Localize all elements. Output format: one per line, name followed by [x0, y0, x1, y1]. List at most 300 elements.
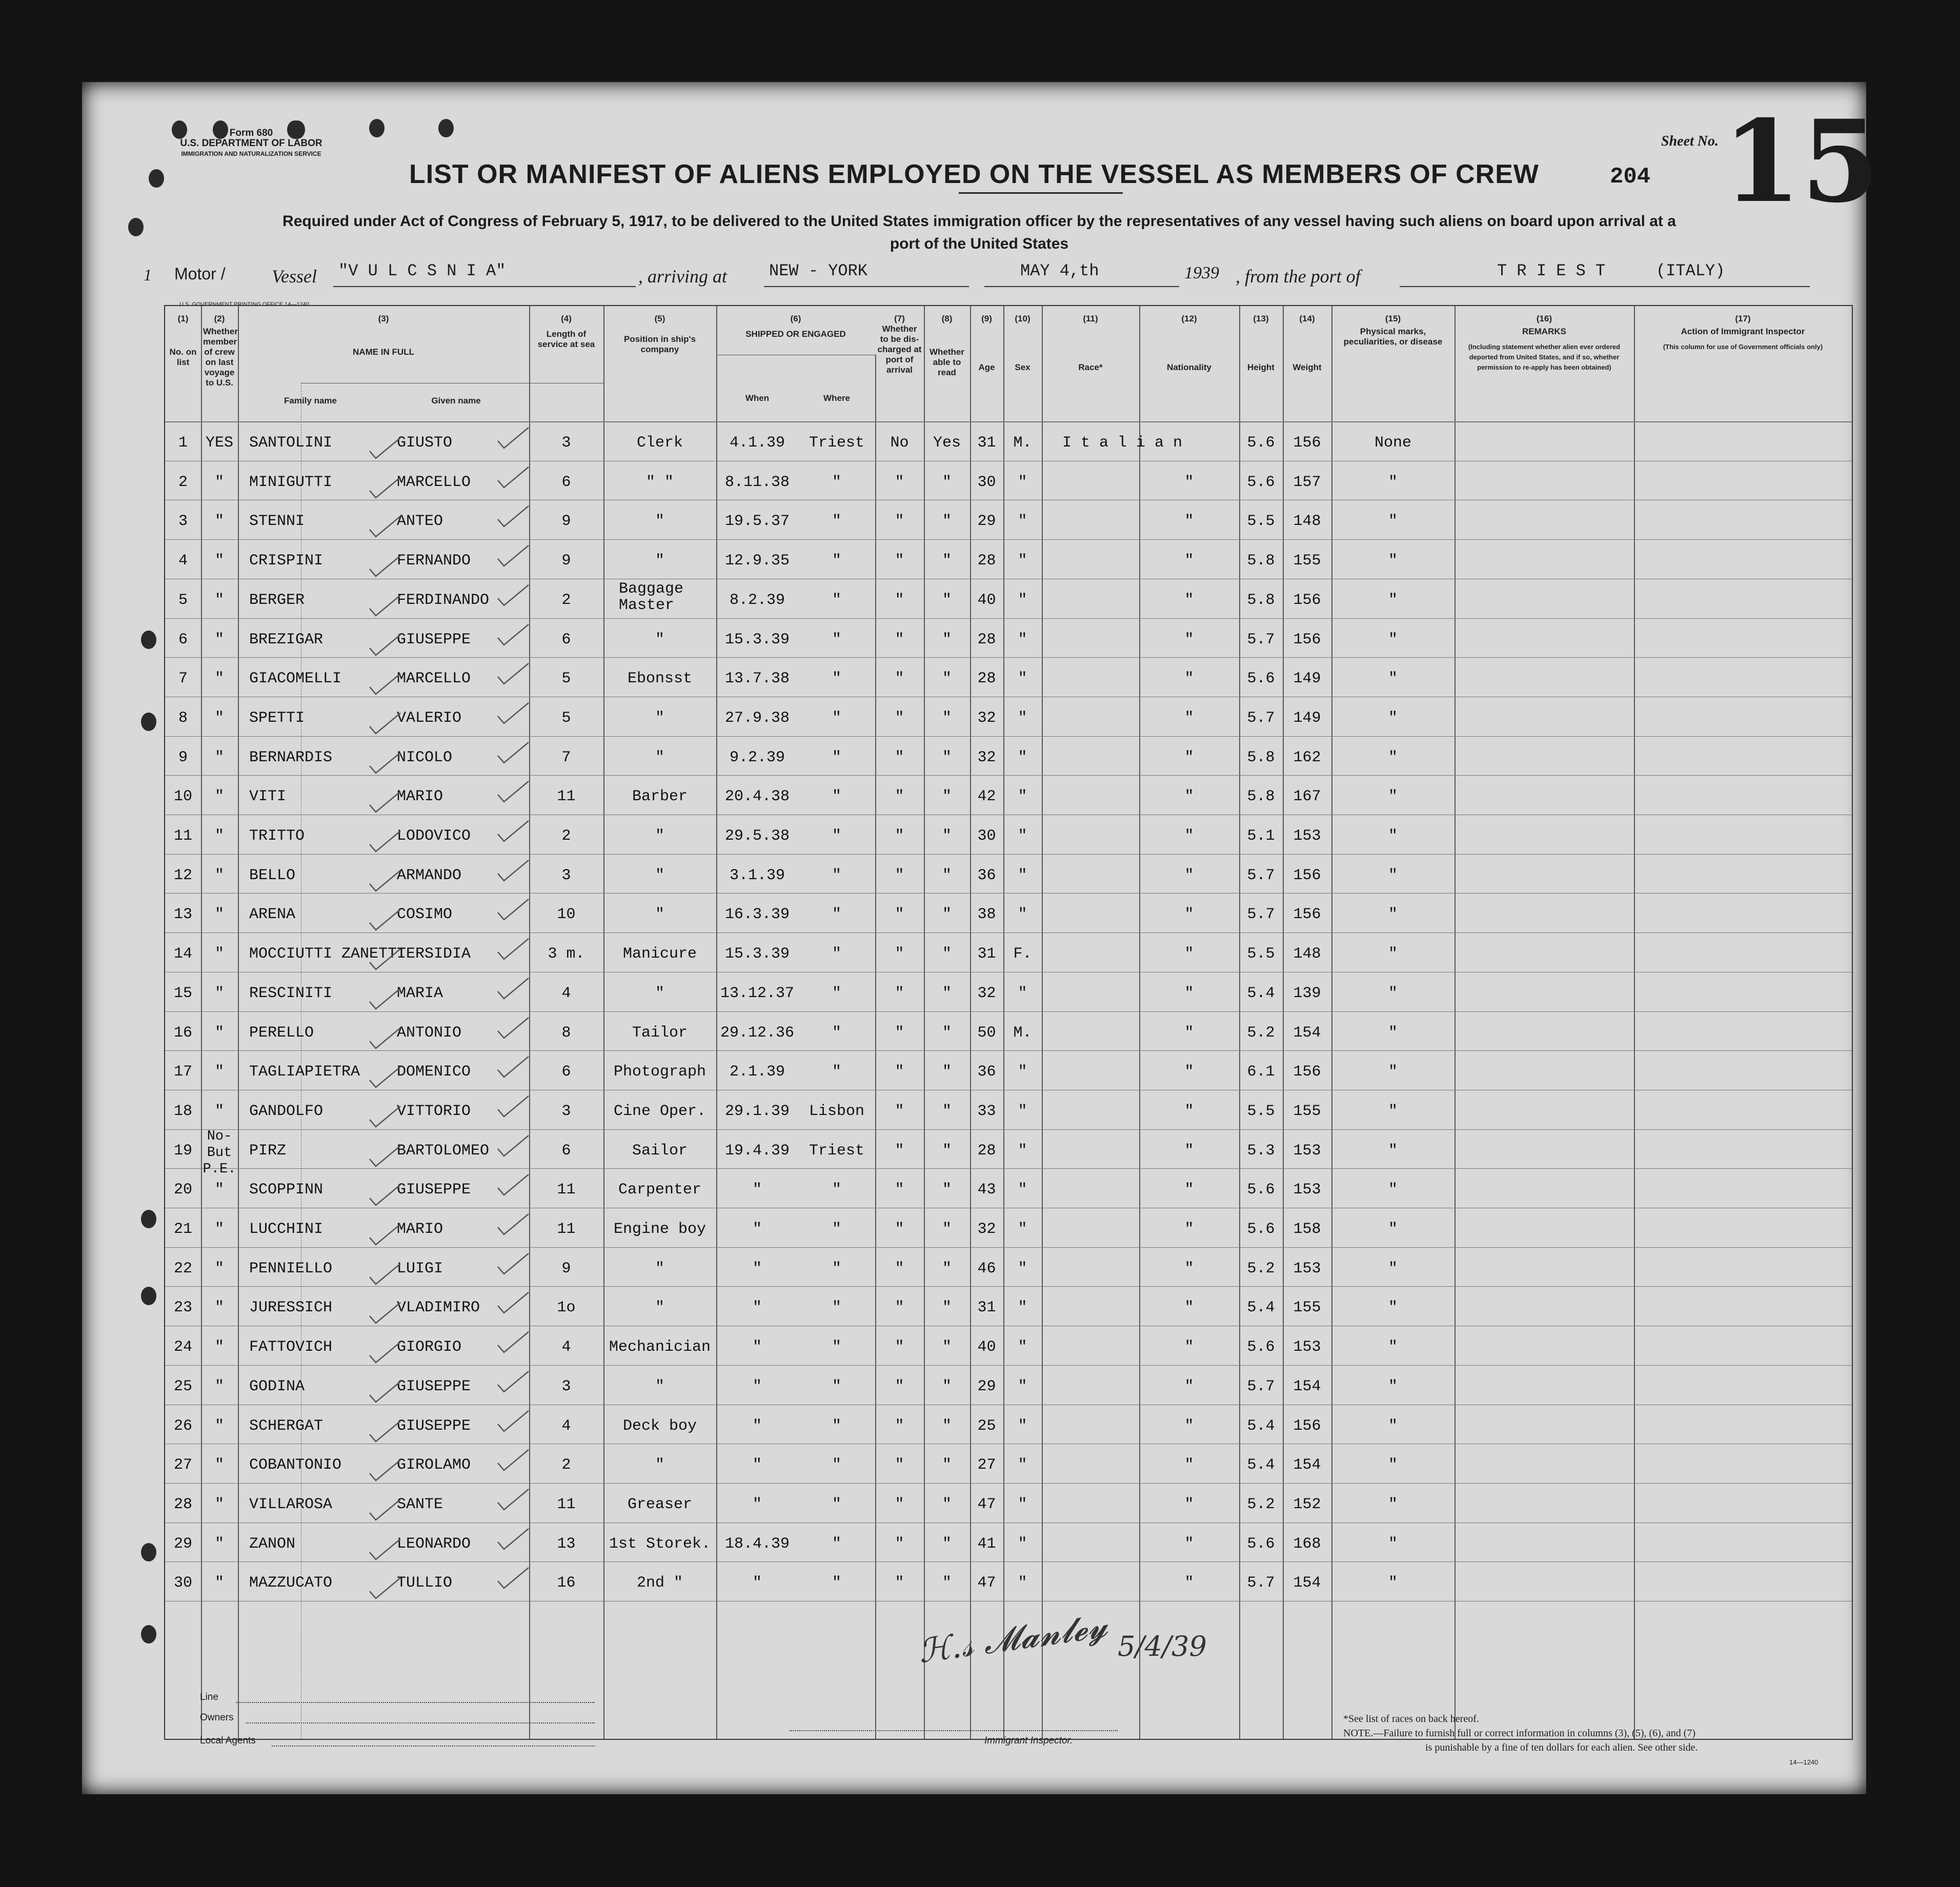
cell-marks: "	[1388, 1299, 1398, 1317]
cell-service: 6	[561, 1142, 571, 1160]
cell-age: 29	[977, 1377, 996, 1395]
check-mark-icon	[368, 1537, 403, 1563]
column-rule	[1042, 306, 1043, 1739]
department-name: U.S. DEPARTMENT OF LABOR	[180, 138, 322, 149]
cell-position: "	[655, 1456, 664, 1474]
cell-no: 11	[173, 827, 192, 845]
cell-sex: "	[1018, 1299, 1027, 1317]
cell-marks: "	[1388, 1377, 1398, 1395]
column-label-16: REMARKS	[1522, 327, 1566, 336]
cell-weight: 156	[1293, 631, 1321, 648]
cell-discharged: "	[895, 552, 904, 570]
cell-height: 5.3	[1247, 1142, 1275, 1160]
cell-height: 5.2	[1247, 1024, 1275, 1042]
cell-family: BERNARDIS	[249, 748, 333, 766]
check-mark-icon	[368, 750, 403, 776]
cell-discharged: "	[895, 827, 904, 845]
cell-no: 25	[173, 1377, 192, 1395]
cell-when: 18.4.39	[724, 1535, 790, 1553]
row-rule	[165, 932, 1852, 933]
cell-no: 14	[173, 945, 192, 963]
cell-age: 31	[977, 945, 996, 963]
cell-when: 19.4.39	[724, 1142, 790, 1160]
column-number-4: (4)	[561, 314, 572, 323]
cell-height: 5.4	[1247, 984, 1275, 1002]
cell-marks: "	[1388, 552, 1398, 570]
cell-when: 8.11.38	[724, 473, 790, 491]
cell-service: 11	[557, 1181, 576, 1199]
cell-sex: "	[1018, 1221, 1027, 1238]
cell-discharged: "	[895, 1102, 904, 1120]
punch-hole	[141, 1210, 156, 1228]
cell-sex: "	[1018, 1574, 1027, 1592]
cell-nat: "	[1184, 1024, 1194, 1042]
check-mark-icon	[496, 1369, 532, 1395]
cell-no: 7	[178, 670, 188, 688]
cell-when: 29.12.36	[720, 1024, 795, 1042]
cell-marks: "	[1388, 866, 1398, 884]
row-rule	[165, 1561, 1852, 1562]
cell-discharged: No	[890, 434, 909, 452]
cell-where: "	[832, 513, 841, 531]
cell-sex: "	[1018, 1417, 1027, 1435]
cell-weight: 152	[1293, 1495, 1321, 1513]
cell-discharged: "	[895, 1535, 904, 1553]
cell-sex: "	[1018, 1260, 1027, 1277]
column-rule	[1634, 306, 1635, 1739]
punch-hole	[141, 1287, 156, 1305]
column-label-17: Action of Immigrant Inspector	[1681, 327, 1805, 336]
cell-service: 4	[561, 1338, 571, 1356]
cell-given: GIUSEPPE	[397, 1377, 471, 1395]
cell-read: Yes	[933, 434, 961, 452]
cell-no: 21	[173, 1221, 192, 1238]
check-mark-icon	[496, 1016, 532, 1041]
cell-height: 5.8	[1247, 591, 1275, 609]
cell-no: 27	[173, 1456, 192, 1474]
cell-service: 4	[561, 984, 571, 1002]
cell-position: Mechanician	[609, 1338, 711, 1356]
check-mark-icon	[368, 1458, 403, 1484]
cell-prev: "	[214, 827, 224, 845]
cell-read: "	[942, 1574, 952, 1592]
cell-weight: 157	[1293, 473, 1321, 491]
check-mark-icon	[368, 1222, 403, 1248]
cell-marks: "	[1388, 1181, 1398, 1199]
cell-position: " "	[645, 473, 674, 491]
cell-prev: "	[214, 945, 224, 963]
cell-nat: "	[1184, 1260, 1194, 1277]
form-number: Form 680	[229, 128, 273, 138]
cell-marks: "	[1388, 1456, 1398, 1474]
cell-age: 28	[977, 1142, 996, 1160]
cell-weight: 149	[1293, 709, 1321, 727]
cell-service: 11	[557, 1221, 576, 1238]
cell-service: 11	[557, 1495, 576, 1513]
column-label-5: Position in ship's company	[623, 334, 696, 354]
subtitle-line-1: Required under Act of Congress of February 5, 1917, to be delivered to the United States immigration officer by the representatives of any vessel having such aliens on board upon arrival at a	[282, 213, 1676, 230]
cell-discharged: "	[895, 473, 904, 491]
cell-age: 29	[977, 513, 996, 531]
cell-age: 28	[977, 631, 996, 648]
check-mark-icon	[496, 779, 532, 805]
cell-age: 33	[977, 1102, 996, 1120]
cell-position: 1st Storek.	[609, 1535, 711, 1553]
cell-read: "	[942, 670, 952, 688]
cell-height: 5.5	[1247, 513, 1275, 531]
cell-height: 5.7	[1247, 631, 1275, 648]
cell-where: "	[832, 1024, 841, 1042]
punch-hole	[369, 119, 385, 137]
cell-weight: 149	[1293, 670, 1321, 688]
cell-family: GIACOMELLI	[249, 670, 342, 688]
check-mark-icon	[368, 1379, 403, 1405]
column-number-2: (2)	[214, 314, 225, 323]
cell-given: MARCELLO	[397, 670, 471, 688]
check-mark-icon	[368, 1183, 403, 1208]
cell-position: Tailor	[632, 1024, 688, 1042]
cell-nat: "	[1184, 1221, 1194, 1238]
cell-age: 28	[977, 670, 996, 688]
cell-nat: "	[1184, 1299, 1194, 1317]
cell-when: 4.1.39	[729, 434, 785, 452]
check-mark-icon	[496, 937, 532, 962]
cell-height: 5.7	[1247, 1377, 1275, 1395]
cell-age: 32	[977, 709, 996, 727]
cell-given: VLADIMIRO	[397, 1299, 480, 1317]
cell-when: 8.2.39	[729, 591, 785, 609]
cell-no: 4	[178, 552, 188, 570]
check-mark-icon	[496, 1251, 532, 1277]
remarks-note: (Including statement whether alien ever ordered deported from United States, and if so, whether permission to re-apply has been obtained)	[1468, 343, 1621, 371]
cell-prev: "	[214, 1221, 224, 1238]
cell-service: 9	[561, 1260, 571, 1277]
cell-age: 43	[977, 1181, 996, 1199]
cell-no: 1	[178, 434, 188, 452]
cell-prev: "	[214, 1377, 224, 1395]
cell-position: Deck boy	[622, 1417, 697, 1435]
cell-weight: 148	[1293, 945, 1321, 963]
cell-position: "	[655, 748, 664, 766]
cell-marks: "	[1388, 1574, 1398, 1592]
cell-given: MARIA	[397, 984, 443, 1002]
check-mark-icon	[496, 1409, 532, 1434]
check-mark-icon	[496, 740, 532, 766]
cell-when: "	[752, 1417, 762, 1435]
cell-read: "	[942, 473, 952, 491]
cell-sex: "	[1018, 1377, 1027, 1395]
cell-nat: "	[1184, 1456, 1194, 1474]
cell-read: "	[942, 1181, 952, 1199]
cell-read: "	[942, 1299, 952, 1317]
cell-sex: "	[1018, 709, 1027, 727]
punch-hole	[141, 1543, 156, 1561]
cell-height: 5.4	[1247, 1417, 1275, 1435]
cell-age: 47	[977, 1574, 996, 1592]
cell-height: 5.6	[1247, 1338, 1275, 1356]
cell-nat: "	[1184, 591, 1194, 609]
check-mark-icon	[496, 622, 532, 648]
cell-weight: 158	[1293, 1221, 1321, 1238]
row-rule	[165, 1483, 1852, 1484]
cell-when: 2.1.39	[729, 1063, 785, 1081]
cell-when: 13.7.38	[724, 670, 790, 688]
cell-read: "	[942, 1102, 952, 1120]
cell-when: "	[752, 1495, 762, 1513]
cell-discharged: "	[895, 984, 904, 1002]
cell-when: "	[752, 1260, 762, 1277]
cell-read: "	[942, 631, 952, 648]
form-identifier	[164, 128, 338, 159]
cell-weight: 156	[1293, 591, 1321, 609]
cell-marks: "	[1388, 1260, 1398, 1277]
row-rule	[165, 618, 1852, 619]
cell-read: "	[942, 1456, 952, 1474]
cell-position: "	[655, 513, 664, 531]
page-subtitle	[185, 210, 1774, 255]
row-rule	[165, 736, 1852, 737]
cell-family: SPETTI	[249, 709, 305, 727]
cell-read: "	[942, 1142, 952, 1160]
cell-position: "	[655, 552, 664, 570]
cell-prev: "	[214, 1535, 224, 1553]
cell-height: 5.7	[1247, 906, 1275, 924]
cell-sex: M.	[1013, 434, 1032, 452]
cell-family: MINIGUTTI	[249, 473, 333, 491]
check-mark-icon	[496, 583, 532, 608]
cell-given: GIUSEPPE	[397, 1181, 471, 1199]
cell-discharged: "	[895, 1574, 904, 1592]
cell-read: "	[942, 513, 952, 531]
cell-given: FERDINANDO	[397, 591, 490, 609]
cell-service: 5	[561, 709, 571, 727]
column-rule	[1454, 306, 1456, 1739]
cell-weight: 148	[1293, 513, 1321, 531]
check-mark-icon	[496, 1172, 532, 1198]
cell-given: GIORGIO	[397, 1338, 462, 1356]
cell-family: PERELLO	[249, 1024, 314, 1042]
cell-given: MARIO	[397, 1221, 443, 1238]
cell-marks: "	[1388, 591, 1398, 609]
cell-prev: YES	[205, 434, 233, 452]
service-name: IMMIGRATION AND NATURALIZATION SERVICE	[181, 150, 321, 157]
cell-position: "	[655, 984, 664, 1002]
arrival-port: NEW - YORK	[769, 261, 868, 280]
cell-age: 27	[977, 1456, 996, 1474]
check-mark-icon	[496, 1094, 532, 1120]
cell-sex: "	[1018, 473, 1027, 491]
punch-hole	[141, 631, 156, 649]
cell-discharged: "	[895, 1142, 904, 1160]
cell-no: 23	[173, 1299, 192, 1317]
given-name-subheader: Given name	[431, 396, 481, 405]
check-mark-icon	[496, 543, 532, 569]
cell-no: 22	[173, 1260, 192, 1277]
check-mark-icon	[496, 976, 532, 1002]
cell-family: BELLO	[249, 866, 296, 884]
cell-height: 5.7	[1247, 709, 1275, 727]
cell-no: 3	[178, 513, 188, 531]
sheet-label: Sheet No.	[1661, 133, 1719, 149]
cell-sex: "	[1018, 866, 1027, 884]
cell-sex: "	[1018, 788, 1027, 806]
cell-no: 16	[173, 1024, 192, 1042]
cell-marks: "	[1388, 1063, 1398, 1081]
check-mark-icon	[368, 672, 403, 697]
cell-weight: 155	[1293, 1102, 1321, 1120]
cell-when: 19.5.37	[724, 513, 790, 531]
cell-height: 5.5	[1247, 945, 1275, 963]
cell-service: 2	[561, 827, 571, 845]
check-mark-icon	[496, 425, 532, 451]
where-subheader: Where	[823, 393, 850, 403]
check-mark-icon	[368, 475, 403, 501]
cell-service: 5	[561, 670, 571, 688]
cell-no: 10	[173, 788, 192, 806]
cell-marks: "	[1388, 1338, 1398, 1356]
cell-sex: "	[1018, 748, 1027, 766]
cell-where: Triest	[809, 1142, 865, 1160]
cell-no: 2	[178, 473, 188, 491]
cell-service: 9	[561, 552, 571, 570]
cell-nat: "	[1184, 552, 1194, 570]
inspector-line	[790, 1730, 1118, 1731]
cell-given: ANTONIO	[397, 1024, 462, 1042]
cell-discharged: "	[895, 1181, 904, 1199]
cell-given: VALERIO	[397, 709, 462, 727]
cell-height: 6.1	[1247, 1063, 1275, 1081]
cell-position: Ebonsst	[627, 670, 693, 688]
cell-read: "	[942, 1535, 952, 1553]
check-mark-icon	[496, 1330, 532, 1355]
cell-weight: 156	[1293, 1417, 1321, 1435]
cell-discharged: "	[895, 788, 904, 806]
cell-where: "	[832, 1181, 841, 1199]
cell-no: 12	[173, 866, 192, 884]
cell-read: "	[942, 906, 952, 924]
cell-height: 5.6	[1247, 1535, 1275, 1553]
cell-no: 20	[173, 1181, 192, 1199]
cell-family: LUCCHINI	[249, 1221, 324, 1238]
cell-when: 12.9.35	[724, 552, 790, 570]
column-label-1: No. on list	[169, 347, 197, 367]
cell-where: "	[832, 1456, 841, 1474]
row-rule	[165, 1286, 1852, 1287]
cell-where: "	[832, 631, 841, 648]
cell-age: 38	[977, 906, 996, 924]
cell-sex: M.	[1013, 1024, 1032, 1042]
action-note: (This column for use of Government officials only)	[1663, 343, 1823, 351]
cell-where: "	[832, 945, 841, 963]
cell-family: CRISPINI	[249, 552, 324, 570]
cell-discharged: "	[895, 866, 904, 884]
row-rule	[165, 1247, 1852, 1248]
cell-discharged: "	[895, 513, 904, 531]
cell-service: 3	[561, 1377, 571, 1395]
cell-when: "	[752, 1574, 762, 1592]
cell-when: 15.3.39	[724, 631, 790, 648]
subtitle-line-2: port of the United States	[890, 235, 1069, 252]
cell-when: 15.3.39	[724, 945, 790, 963]
column-number-1: (1)	[177, 314, 189, 323]
cell-where: "	[832, 1221, 841, 1238]
cell-read: "	[942, 1260, 952, 1277]
column-label-9: Age	[978, 362, 995, 372]
column-label-3: NAME IN FULL	[353, 347, 414, 357]
cell-where: "	[832, 473, 841, 491]
cell-prev: "	[214, 1181, 224, 1199]
check-mark-icon	[368, 1026, 403, 1051]
cell-nat: "	[1184, 1535, 1194, 1553]
title-underline	[959, 192, 1123, 194]
column-label-15: Physical marks, peculiarities, or disease	[1343, 327, 1443, 347]
cell-where: Triest	[809, 434, 865, 452]
printer-imprint: U.S. GOVERNMENT PRINTING OFFICE 14—1240	[179, 301, 309, 308]
cell-discharged: "	[895, 945, 904, 963]
cell-prev: No-But P.E.	[203, 1128, 236, 1177]
cell-no: 13	[173, 906, 192, 924]
column-number-17: (17)	[1735, 314, 1751, 323]
cell-service: 3 m.	[548, 945, 585, 963]
cell-family: PENNIELLO	[249, 1260, 333, 1277]
arrival-year: 1939	[1184, 263, 1219, 282]
cell-position: "	[655, 827, 664, 845]
cell-prev: "	[214, 670, 224, 688]
cell-family: PIRZ	[249, 1142, 287, 1160]
cell-sex: F.	[1013, 945, 1032, 963]
cell-sex: "	[1018, 1063, 1027, 1081]
cell-where: "	[832, 866, 841, 884]
cell-position: Greaser	[627, 1495, 693, 1513]
cell-service: 2	[561, 1456, 571, 1474]
check-mark-icon	[496, 1054, 532, 1080]
cell-read: "	[942, 1417, 952, 1435]
cell-weight: 153	[1293, 1142, 1321, 1160]
cell-position: Cine Oper.	[613, 1102, 706, 1120]
cell-marks: "	[1388, 1221, 1398, 1238]
arriving-label: , arriving at	[638, 266, 728, 287]
cell-nat: "	[1184, 709, 1194, 727]
cell-weight: 155	[1293, 1299, 1321, 1317]
fine-note: NOTE.—Failure to furnish full or correct information in columns (3), (5), (6), and (7)	[1343, 1728, 1696, 1739]
cell-prev: "	[214, 1260, 224, 1277]
cell-discharged: "	[895, 1024, 904, 1042]
cell-read: "	[942, 1495, 952, 1513]
check-mark-icon	[496, 1290, 532, 1316]
cell-nat: "	[1184, 1495, 1194, 1513]
cell-weight: 155	[1293, 552, 1321, 570]
cell-weight: 154	[1293, 1377, 1321, 1395]
cell-marks: "	[1388, 1535, 1398, 1553]
check-mark-icon	[368, 1144, 403, 1169]
cell-height: 5.7	[1247, 1574, 1275, 1592]
when-subheader: When	[745, 393, 770, 403]
punch-hole	[438, 119, 454, 137]
cell-given: GIROLAMO	[397, 1456, 471, 1474]
cell-read: "	[942, 984, 952, 1002]
cell-discharged: "	[895, 1417, 904, 1435]
cell-weight: 168	[1293, 1535, 1321, 1553]
column-number-6: (6)	[790, 314, 801, 323]
column-label-4: Length of service at sea	[537, 329, 595, 349]
cell-service: 4	[561, 1417, 571, 1435]
check-mark-icon	[368, 829, 403, 855]
cell-where: "	[832, 591, 841, 609]
inspector-signature: ℋ.𝓈 𝓜𝓪𝓷𝓵𝓮𝔂	[916, 1607, 1110, 1671]
cell-marks: "	[1388, 1417, 1398, 1435]
cell-family: RESCINITI	[249, 984, 333, 1002]
cell-age: 31	[977, 434, 996, 452]
